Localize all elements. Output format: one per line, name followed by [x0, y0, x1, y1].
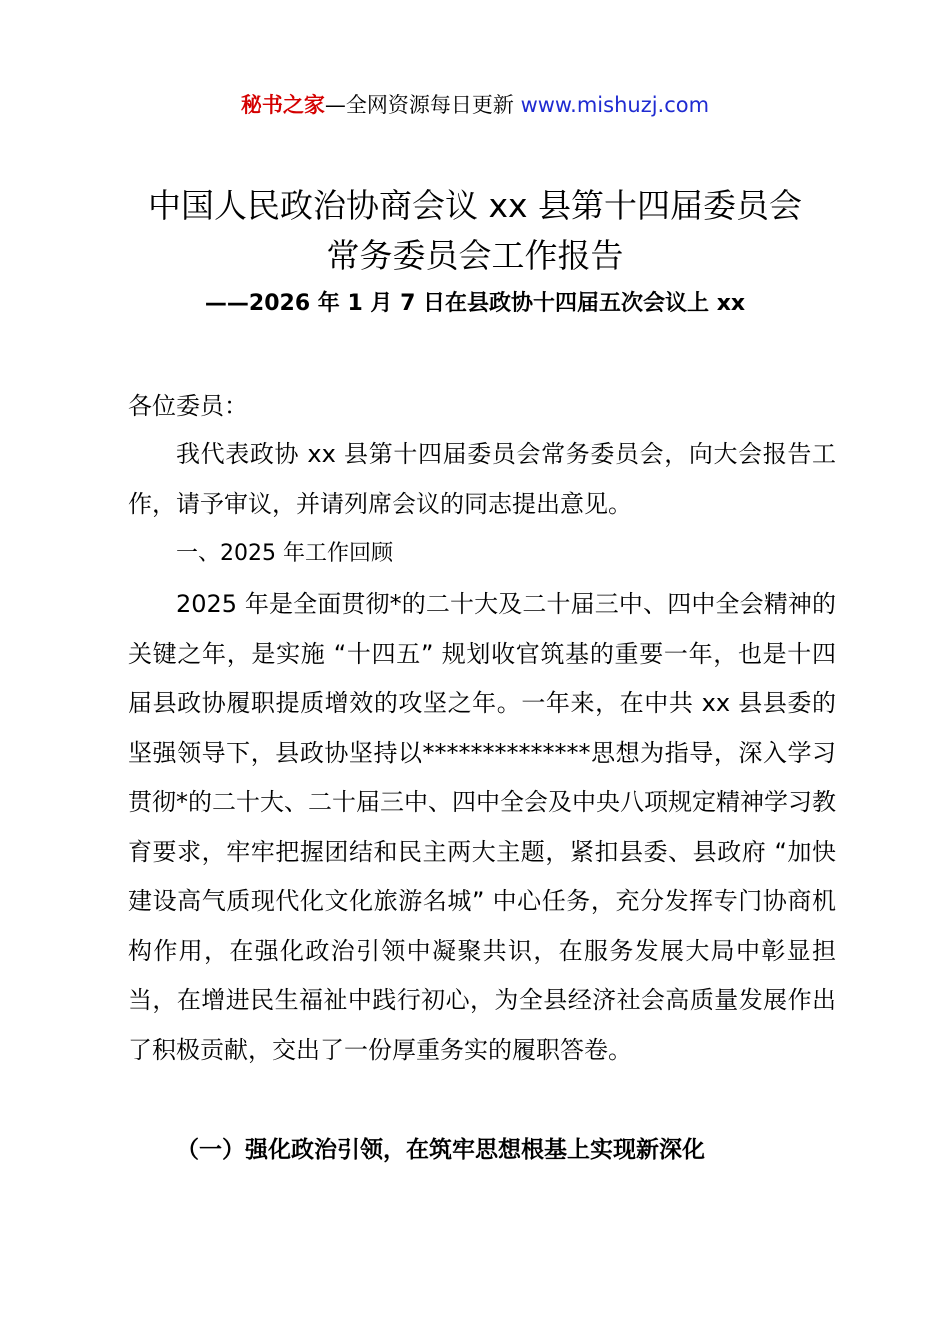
paragraph-intro: 我代表政协 xx 县第十四届委员会常务委员会，向大会报告工作，请予审议，并请列席会议的同志提出意见。: [128, 440, 836, 518]
brand-name: 秘书之家: [240, 93, 325, 117]
document-title-line1: 中国人民政治协商会议 xx 县第十四届委员会: [147, 186, 803, 225]
document-title-line2: 常务委员会工作报告: [326, 236, 624, 275]
salutation: 各位委员：: [128, 392, 248, 420]
paragraph-review: 2025 年是全面贯彻*的二十大及二十届三中、四中全会精神的关键之年，是实施 “十四五” 规划收官筑基的重要一年，也是十四届县政协履职提质增效的攻坚之年。一年来，在中共 xx 县县委的坚强领导下，县政协坚持以**************思想为指导，深入学习贯彻*的二十大、二十届三中、四中全会及中央八项规定精神学习教育要求，牢牢把握团结和民主两大主题，紧扣县委、县政府 “加快建设高气质现代化文化旅游名城” 中心任务，充分发挥专门协商机构作用，在强化政治引领中凝聚共识，在服务发展大局中彰显担当，在增进民生福祉中践行初心，为全县经济社会高质量发展作出了积极贡献，交出了一份厚重务实的履职答卷。: [128, 590, 836, 1064]
header-slogan: —全网资源每日更新: [324, 93, 521, 117]
section-heading-review: 一、2025 年工作回顾: [176, 541, 393, 566]
site-header: [0, 88, 950, 122]
site-url-link[interactable]: www.mishuzj.com: [520, 93, 710, 117]
subsection-heading-political-guidance: （一）强化政治引领，在筑牢思想根基上实现新深化: [176, 1137, 705, 1163]
document-subtitle: ——2026 年 1 月 7 日在县政协十四届五次会议上 xx: [204, 291, 746, 316]
